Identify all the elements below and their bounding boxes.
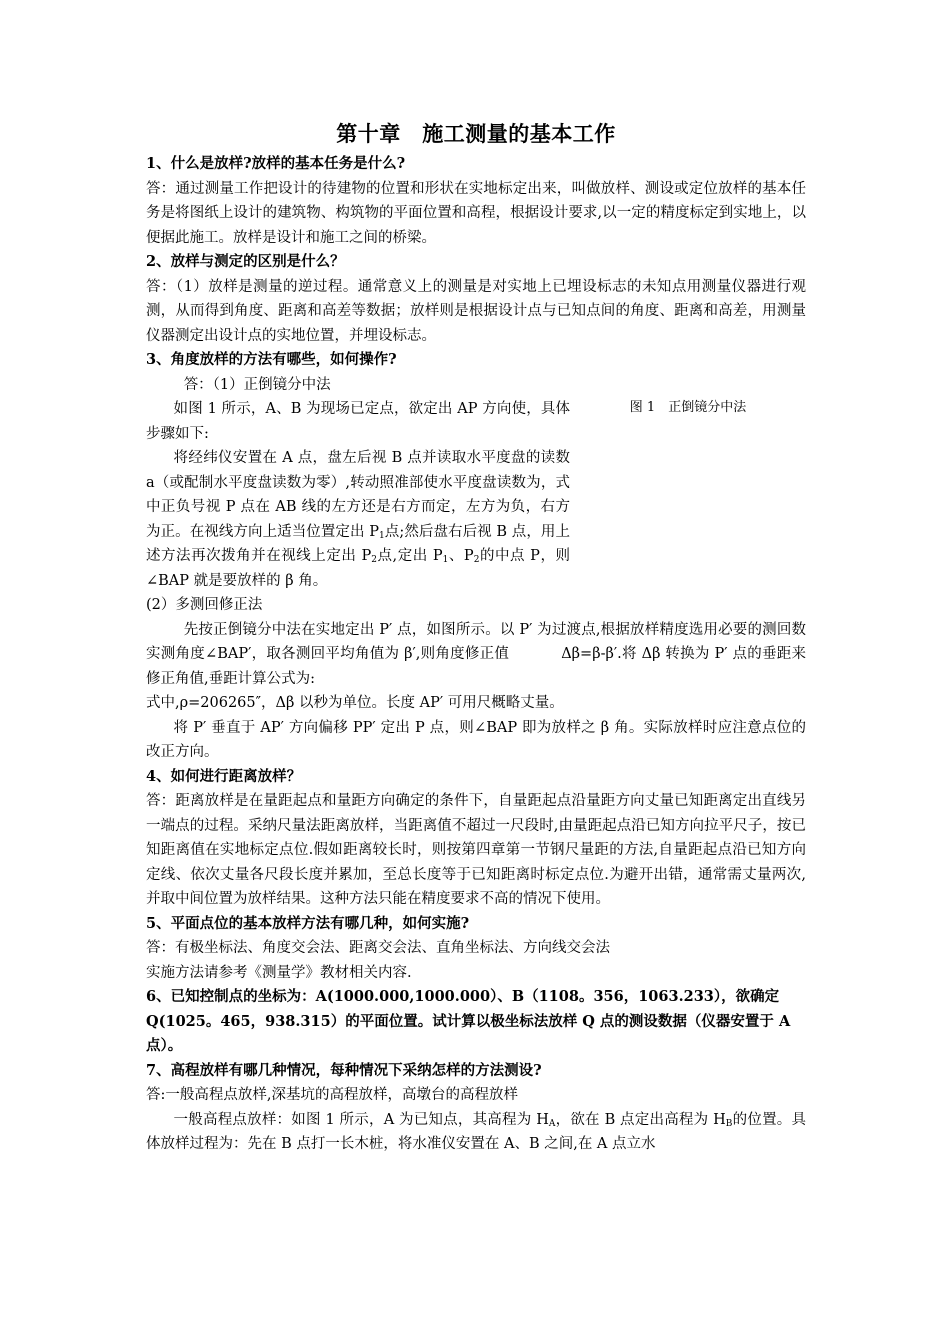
- figure-area: [570, 373, 806, 419]
- answer-7-general: 一般高程点放样：如图 1 所示，A 为已知点，其高程为 $H_A$，欲在 B 点定出高程为 $H_B$的位置。具体放样过程为：先在 B 点打一长木桩，将水准仪安置在 A、B 之间,在 A 点立水: [146, 1111, 806, 1152]
- answer-1: 答：通过测量工作把设计的待建物的位置和形状在实地标定出来，叫做放样、测设或定位放样的基本任务是将图纸上设计的建筑物、构筑物的平面位置和高程，根据设计要求,以一定的精度标定到实地上，以便据此施工。放样是设计和施工之间的桥梁。: [146, 180, 806, 246]
- method-1-intro: 如图 1 所示，A、B 为现场已定点，欲定出 AP 方向使，具体步骤如下:: [146, 401, 570, 442]
- method-2-conclusion: 将 P′ 垂直于 AP′ 方向偏移 PP′ 定出 P 点，则∠BAP 即为放样之 β 角。实际放样时应注意点位的改正方向。: [146, 719, 806, 760]
- figure-section: [146, 373, 806, 594]
- method-2-para: 先按正倒镜分中法在实地定出 P′ 点，如图所示。以 P′ 为过渡点,根据放样精度选用必要的测回数实测角度∠BAP′，取各测回平均角值为 β′,则角度修正值 Δβ=β-β′.将 Δβ 转换为 P′ 点的垂距来修正角值,垂距计算公式为:: [146, 621, 806, 687]
- method-2-heading: (2）多测回修正法: [146, 597, 263, 613]
- question-5: 5、平面点位的基本放样方法有哪几种，如何实施?: [146, 914, 470, 932]
- document-page: [146, 120, 806, 1157]
- answer-2: 答：（1）放样是测量的逆过程。通常意义上的测量是对实地上已埋设标志的未知点用测量仪器进行观测，从而得到角度、距离和高差等数据；放样则是根据设计点与已知点间的角度、距离和高差，用测量仪器测定出设计点的实地位置，并埋设标志。: [146, 278, 806, 344]
- question-1: 1、什么是放样?放样的基本任务是什么?: [146, 155, 406, 172]
- question-7: 7、高程放样有哪几种情况，每种情况下采纳怎样的方法测设?: [146, 1061, 542, 1079]
- method-2-formula-note: 式中,ρ=206265″，Δβ 以秒为单位。长度 AP′ 可用尺概略丈量。: [146, 695, 564, 711]
- question-3: 3、角度放样的方法有哪些，如何操作?: [146, 351, 397, 368]
- answer-5-reference: 实施方法请参考《测量学》教材相关内容.: [146, 964, 412, 981]
- chapter-title: 第十章 施工测量的基本工作: [336, 121, 616, 146]
- question-6: 6、已知控制点的坐标为：A(1000.000,1000.000）、B（1108。356，1063.233），欲确定 Q(1025。465，938.315）的平面位置。试计算以极坐标法放样 Q 点的测设数据（仪器安置于 A 点）。: [146, 988, 791, 1054]
- figure-caption: 图 1 正倒镜分中法: [629, 399, 747, 415]
- method-1-heading: 答：（1）正倒镜分中法: [183, 376, 331, 393]
- answer-7-cases: 答:一般高程点放样,深基坑的高程放样，高墩台的高程放样: [146, 1087, 518, 1103]
- question-2: 2、放样与测定的区别是什么？: [146, 253, 345, 270]
- method-1-steps: 将经纬仪安置在 A 点，盘左后视 B 点并读取水平度盘的读数 a（或配制水平度盘读数为零）,转动照准部使水平度盘读数为，式中正负号视 P 点在 AB 线的左方还是右方而定，左方为负，右方为正。在视线方向上适当位置定出 $P_1$点;然后盘右后视 B 点，用上述方法再次拨角并在视线上定出 $P_2$点,定出 $P_1$、$P_2$的中点 P，则∠BAP 就是要放样的 β 角。: [146, 450, 570, 589]
- question-4: 4、如何进行距离放样？: [146, 767, 302, 785]
- answer-4: 答：距离放样是在量距起点和量距方向确定的条件下，自量距起点沿量距方向丈量已知距离定出直线另一端点的过程。采纳尺量法距离放样，当距离值不超过一尺段时,由量距起点沿已知方向拉平尺子，按已知距离值在实地标定点位.假如距离较长时，则按第四章第一节钢尺量距的方法,自量距起点沿已知方向定线、依次丈量各尺段长度并累加，至总长度等于已知距离时标定点位.为避开出错，通常需丈量两次,并取中间位置为放样结果。这种方法只能在精度要求不高的情况下使用。: [146, 793, 806, 907]
- figure-text-column: [146, 373, 570, 594]
- answer-5-methods: 答：有极坐标法、角度交会法、距离交会法、直角坐标法、方向线交会法: [146, 940, 610, 956]
